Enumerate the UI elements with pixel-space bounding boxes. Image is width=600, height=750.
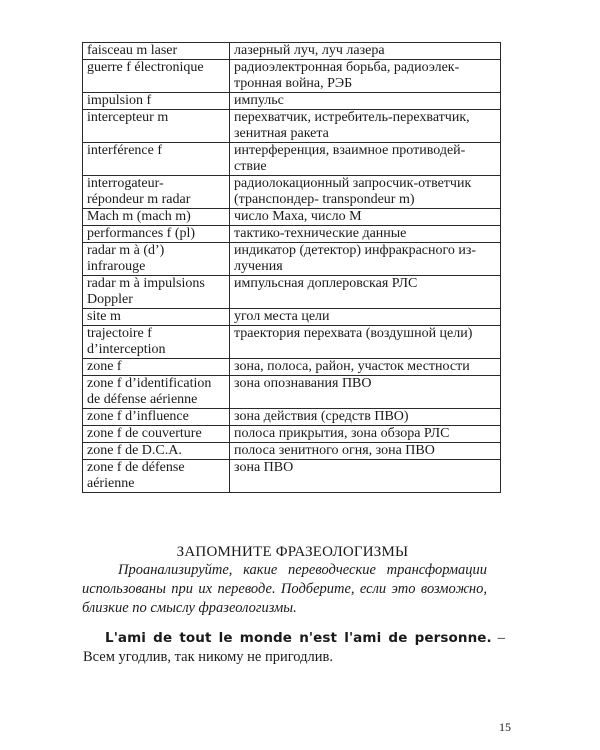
russian-translation: импульсная доплеровская РЛС — [230, 276, 501, 309]
russian-translation: тактико-технические данные — [230, 226, 501, 243]
russian-translation: зона опознавания ПВО — [230, 376, 501, 409]
russian-translation: зона действия (средств ПВО) — [230, 409, 501, 426]
proverb-paragraph — [83, 629, 505, 667]
glossary-row — [83, 93, 501, 110]
russian-translation: полоса зенитного огня, зона ПВО — [230, 443, 501, 460]
glossary-row — [83, 409, 501, 426]
glossary-row — [83, 60, 501, 93]
instruction-line: близкие по смыслу фразеологизмы. — [82, 600, 297, 616]
russian-translation: индикатор (детектор) инфракрасного из- лучения — [230, 243, 501, 276]
proverb-french: L'ami de tout le monde n'est l'ami de personne. — [105, 630, 492, 646]
glossary-row — [83, 326, 501, 359]
glossary-body — [83, 43, 501, 493]
glossary-row — [83, 276, 501, 309]
glossary-row — [83, 176, 501, 209]
french-term: performances f (pl) — [83, 226, 230, 243]
exercise-instruction — [82, 561, 487, 618]
french-term: impulsion f — [83, 93, 230, 110]
french-term: zone f de défense aérienne — [83, 460, 230, 493]
russian-translation: зона, полоса, район, участок местности — [230, 359, 501, 376]
russian-translation: зона ПВО — [230, 460, 501, 493]
glossary-row — [83, 426, 501, 443]
russian-translation: радиолокационный запросчик-ответчик (транспондер- transpondeur m) — [230, 176, 501, 209]
french-term: intercepteur m — [83, 110, 230, 143]
glossary-row — [83, 376, 501, 409]
instruction-line: использованы при их переводе. Подберите, если это возможно, — [82, 581, 487, 597]
glossary-row — [83, 209, 501, 226]
glossary-row — [83, 110, 501, 143]
russian-translation: число Маха, число М — [230, 209, 501, 226]
glossary-row — [83, 143, 501, 176]
glossary-table — [82, 42, 501, 493]
russian-translation: интерференция, взаимное противодей- ствие — [230, 143, 501, 176]
french-term: interférence f — [83, 143, 230, 176]
glossary-row — [83, 226, 501, 243]
russian-translation: импульс — [230, 93, 501, 110]
french-term: interrogateur- répondeur m radar — [83, 176, 230, 209]
glossary-row — [83, 460, 501, 493]
french-term: trajectoire f d’interception — [83, 326, 230, 359]
french-term: zone f de couverture — [83, 426, 230, 443]
instruction-line: Проанализируйте, какие переводческие трансформации — [118, 562, 487, 578]
russian-translation: лазерный луч, луч лазера — [230, 43, 501, 60]
russian-translation: перехватчик, истребитель-перехватчик, зенитная ракета — [230, 110, 501, 143]
proverb-russian: – Всем угодлив, так никому не пригодлив. — [83, 630, 505, 665]
glossary-row — [83, 443, 501, 460]
french-term: zone f — [83, 359, 230, 376]
russian-translation: полоса прикрытия, зона обзора РЛС — [230, 426, 501, 443]
section-heading: ЗАПОМНИТЕ ФРАЗЕОЛОГИЗМЫ — [176, 544, 409, 560]
glossary-row — [83, 43, 501, 60]
glossary-row — [83, 243, 501, 276]
french-term: zone f d’influence — [83, 409, 230, 426]
french-term: radar m à impulsions Doppler — [83, 276, 230, 309]
french-term: site m — [83, 309, 230, 326]
french-term: guerre f électronique — [83, 60, 230, 93]
french-term: faisceau m laser — [83, 43, 230, 60]
page-number: 15 — [499, 720, 511, 734]
russian-translation: угол места цели — [230, 309, 501, 326]
french-term: zone f de D.C.A. — [83, 443, 230, 460]
french-term: radar m à (d’) infrarouge — [83, 243, 230, 276]
glossary-row — [83, 359, 501, 376]
french-term: Mach m (mach m) — [83, 209, 230, 226]
russian-translation: радиоэлектронная борьба, радиоэлек- тронная война, РЭБ — [230, 60, 501, 93]
russian-translation: траектория перехвата (воздушной цели) — [230, 326, 501, 359]
glossary-row — [83, 309, 501, 326]
french-term: zone f d’identification de défense aérienne — [83, 376, 230, 409]
